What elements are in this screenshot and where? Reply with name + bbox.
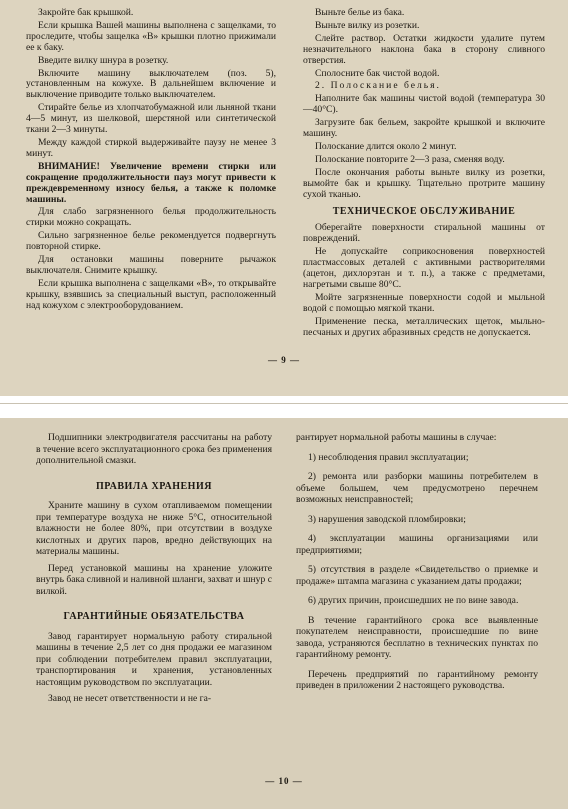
- paragraph: После окончания работы выньте вилку из розетки, вымойте бак и крышку. Тщательно протрите машину сухой тканью.: [303, 166, 545, 200]
- paragraph: рантирует нормальной работы машины в случае:: [296, 432, 497, 443]
- list-item: 6) других причин, происшедших не по вине завода.: [308, 595, 519, 606]
- list-item: 1) несоблюдения правил эксплуатации;: [308, 451, 469, 463]
- paragraph: Не допускайте соприкосновения поверхностей пластмассовых деталей с активными растворителями (ацетон, дихлорэтан и т. п.), а также с предметами, нагретыми свыше 80°С.: [303, 246, 545, 290]
- paragraph: Если крышка выполнена с защелками «В», то открывайте крышку, взявшись за специальный выступ, расположенный над кожухом с электрооборудованием.: [26, 277, 276, 311]
- paragraph: Применение песка, металлических щеток, мыльно-песчаных и других абразивных средств не допускается.: [303, 315, 545, 338]
- paragraph: Перечень предприятий по гарантийному ремонту приведен в приложении 2 настоящего руководства.: [296, 668, 538, 691]
- page9-right-column: [303, 8, 545, 340]
- paragraph: Введите вилку шнура в розетку.: [38, 54, 169, 66]
- paragraph: Если крышка Вашей машины выполнена с защелками, то проследите, чтобы защелка «В» крышки плотно прижимали ее к баку.: [26, 19, 276, 53]
- list-item: 2) ремонта или разборки машины потребителем в объеме большем, чем предусмотрено перечнем возможных неисправностей;: [296, 471, 538, 505]
- paragraph: Стирайте белье из хлопчатобумажной или льняной ткани 4—5 минут, из шелковой, шерстяной или синтетической ткани 2—3 минуты.: [26, 102, 276, 136]
- page-number: — 9 —: [268, 355, 300, 365]
- manual-page-10: [0, 418, 568, 809]
- paragraph: Выньте белье из бака.: [315, 7, 405, 18]
- page-number: — 10 —: [265, 776, 303, 786]
- paragraph: Для остановки машины поверните рычажок выключателя. Снимите крышку.: [26, 254, 276, 276]
- paragraph: Для слабо загрязненного белья продолжительность стирки можно сокращать.: [26, 206, 276, 229]
- paragraph: Загрузите бак бельем, закройте крышкой и включите машину.: [303, 117, 545, 140]
- paragraph: Сполосните бак чистой водой.: [315, 67, 440, 79]
- page-gap: [0, 396, 568, 418]
- warning-text: Увеличение времени стирки или сокращение продолжительности пауз могут привести к преждевременному износу белья, а также к поломке машины.: [26, 160, 276, 205]
- paragraph: Наполните бак машины чистой водой (температура 30—40°С).: [303, 93, 545, 116]
- paragraph: Выньте вилку из розетки.: [315, 19, 420, 31]
- service-heading: ТЕХНИЧЕСКОЕ ОБСЛУЖИВАНИЕ: [332, 205, 516, 217]
- list-item: 3) нарушения заводской пломбировки;: [308, 513, 466, 525]
- page-divider: [0, 403, 568, 404]
- storage-heading: ПРАВИЛА ХРАНЕНИЯ: [96, 480, 212, 492]
- paragraph: Завод не несет ответственности и не га-: [48, 693, 212, 704]
- page9-left-column: [26, 8, 276, 314]
- page10-left-column: [36, 432, 272, 710]
- paragraph: В течение гарантийного срока все выявленные покупателем неисправности, происшедшие по вине завода, устраняются бесплатно в технических пунктах по гарантийному ремонту.: [296, 614, 538, 660]
- warning-label: ВНИМАНИЕ!: [38, 160, 100, 172]
- paragraph: Полоскание повторите 2—3 раза, сменяя воду.: [315, 153, 505, 165]
- paragraph: Закройте бак крышкой.: [38, 7, 134, 18]
- manual-page-9: [0, 0, 568, 396]
- paragraph: Храните машину в сухом отапливаемом помещении при температуре воздуха не ниже 5°С, относительной влажности не более 80%, при отсутствии в воздухе кислотных и других паров, вредно действующих на материалы машины.: [36, 500, 272, 557]
- list-item: 4) эксплуатации машины организациями или предприятиями;: [296, 533, 538, 556]
- paragraph: Мойте загрязненные поверхности содой и мыльной водой с помощью мягкой ткани.: [303, 291, 545, 314]
- paragraph: Завод гарантирует нормальную работу стиральной машины в течение 2,5 лет со дня продажи ее магазином при соблюдении потребителем правил эксплуатации, транспортирования и хранения, установленных настоящим руководством по эксплуатации.: [36, 630, 272, 688]
- paragraph: Перед установкой машины на хранение уложите внутрь бака сливной и наливной шланги, захват и шнур с вилкой.: [36, 562, 272, 597]
- list-item: 5) отсутствия в разделе «Свидетельство о приемке и продаже» штампа магазина с указанием даты продажи;: [296, 564, 538, 587]
- paragraph: Полоскание длится около 2 минут.: [315, 140, 457, 152]
- warranty-heading: ГАРАНТИЙНЫЕ ОБЯЗАТЕЛЬСТВА: [63, 611, 245, 622]
- rinse-heading: 2. Полоскание белья.: [315, 80, 441, 92]
- paragraph: Между каждой стиркой выдерживайте паузу не менее 3 минут.: [26, 136, 276, 159]
- paragraph: Сильно загрязненное белье рекомендуется подвергнуть повторной стирке.: [26, 230, 276, 253]
- paragraph: Слейте раствор. Остатки жидкости удалите путем незначительного наклона бака в сторону сливного отверстия.: [303, 32, 545, 66]
- page10-right-column: [296, 432, 538, 700]
- warning-paragraph: [26, 162, 276, 206]
- paragraph: Включите машину выключателем (поз. 5), установленным на кожухе. В дальнейшем включение и выключение приводите только выключателем.: [26, 67, 276, 101]
- paragraph: Подшипники электродвигателя рассчитаны на работу в течение всего эксплуатационного срока без применения дополнительной смазки.: [36, 432, 272, 466]
- paragraph: Оберегайте поверхности стиральной машины от повреждений.: [303, 222, 545, 245]
